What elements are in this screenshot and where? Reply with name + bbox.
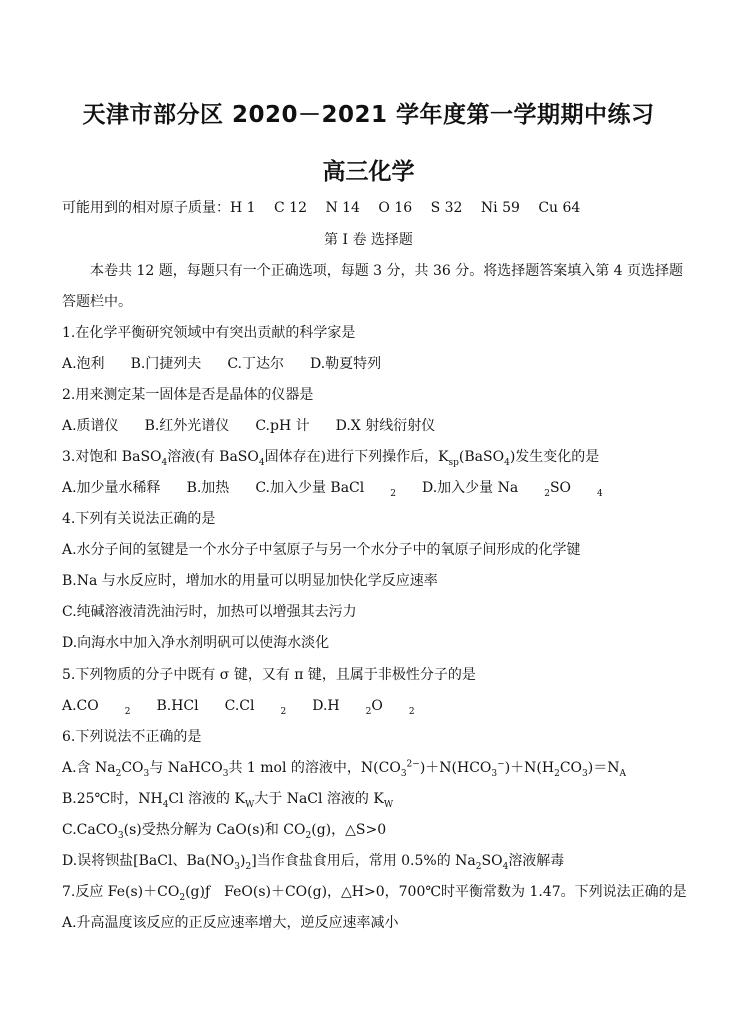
q1-options	[62, 355, 697, 373]
q3-stem: 3.对饱和 BaSO$_4$溶液(有 BaSO$_4$固体存在)进行下列操作后，$K_{sp}(BaSO_4)$发生变化的是	[62, 449, 600, 468]
q4-option-c: C.纯碱溶液清洗油污时，加热可以增强其去污力	[62, 604, 357, 620]
q5-option-d: D.H $_2$O $_2$	[312, 698, 415, 717]
q1-stem: 1.在化学平衡研究领域中有突出贡献的科学家是	[62, 325, 356, 341]
q6-stem: 6.下列说法不正确的是	[62, 729, 202, 745]
intro-line-1: 本卷共 12 题，每题只有一个正确选项，每题 3 分，共 36 分。将选择题答案填入第 4 页选择题	[90, 263, 684, 279]
q3-option-c: C.加入少量 BaCl $_2$	[255, 480, 396, 499]
q6-option-c: C.CaCO$_3$(s)受热分解为 CaO(s)和 $CO_2(g)$，△S>0	[62, 822, 387, 841]
q2-option-a: A.质谱仪	[62, 418, 119, 434]
q6-option-a: A.含 $Na_2CO_3$与 NaHCO$_3$共 1 mol 的溶液中，$N(CO_3^{2-})+N(HCO_3^-)+N(H_2CO_3)=N_A$	[62, 759, 626, 779]
q7-option-a: A.升高温度该反应的正反应速率增大，逆反应速率减小	[62, 915, 399, 931]
subject-title: 高三化学	[322, 159, 415, 185]
q4-option-b: B.Na 与水反应时，增加水的用量可以明显加快化学反应速率	[62, 573, 438, 589]
intro-line-2: 答题栏中。	[62, 294, 132, 310]
q2-options	[62, 417, 697, 435]
q1-option-a: A.泡利	[62, 356, 105, 372]
q3-options	[62, 479, 697, 497]
q3-option-d: D.加入少量 Na $_2$SO $_4$	[421, 480, 603, 499]
q5-stem: 5.下列物质的分子中既有 σ 键，又有 π 键，且属于非极性分子的是	[62, 667, 476, 683]
q4-option-d: D.向海水中加入净水剂明矾可以使海水淡化	[62, 635, 330, 651]
q4-stem: 4.下列有关说法正确的是	[62, 511, 216, 527]
q3-option-b: B.加热	[186, 480, 230, 496]
q6-option-b: B.25℃时，$NH_4Cl$ 溶液的 $K_W$大于 NaCl 溶液的 $K_W$	[62, 791, 394, 810]
exam-title: 天津市部分区 2020－2021 学年度第一学期期中练习	[82, 102, 655, 128]
q1-option-c: C.丁达尔	[227, 356, 284, 372]
q5-option-c: C.Cl $_2$	[224, 698, 287, 717]
q1-option-d: D.勒夏特列	[309, 356, 382, 372]
q3-option-a: A.加少量水稀释	[62, 480, 161, 496]
q5-option-a: A.CO $_2$	[62, 698, 131, 717]
section-heading: 第 I 卷 选择题	[324, 232, 413, 248]
q2-option-d: D.X 射线衍射仪	[335, 418, 436, 434]
q5-options	[62, 697, 697, 715]
q2-option-b: B.红外光谱仪	[144, 418, 230, 434]
q4-option-a: A.水分子间的氢键是一个水分子中氢原子与另一个水分子中的氧原子间形成的化学键	[62, 542, 581, 558]
q2-stem: 2.用来测定某一固体是否是晶体的仪器是	[62, 387, 314, 403]
q5-option-b: B.HCl	[156, 698, 199, 714]
atomic-mass-line: 可能用到的相对原子质量：H 1 C 12 N 14 O 16 S 32 Ni 59 Cu 64	[62, 200, 581, 216]
q2-option-c: C.pH 计	[255, 418, 310, 434]
q1-option-b: B.门捷列夫	[130, 356, 202, 372]
q7-stem: 7.反应 $Fe(s)+CO_2(g)ƒ$ FeO(s)＋CO(g)，△H>0，700℃时平衡常数为 1.47。下列说法正确的是	[62, 884, 687, 903]
q6-option-d: D.误将钡盐[BaCl、$Ba(NO_3)_2$]当作食盐食用后，常用 0.5%的 $Na_2SO_4$溶液解毒	[62, 853, 565, 872]
